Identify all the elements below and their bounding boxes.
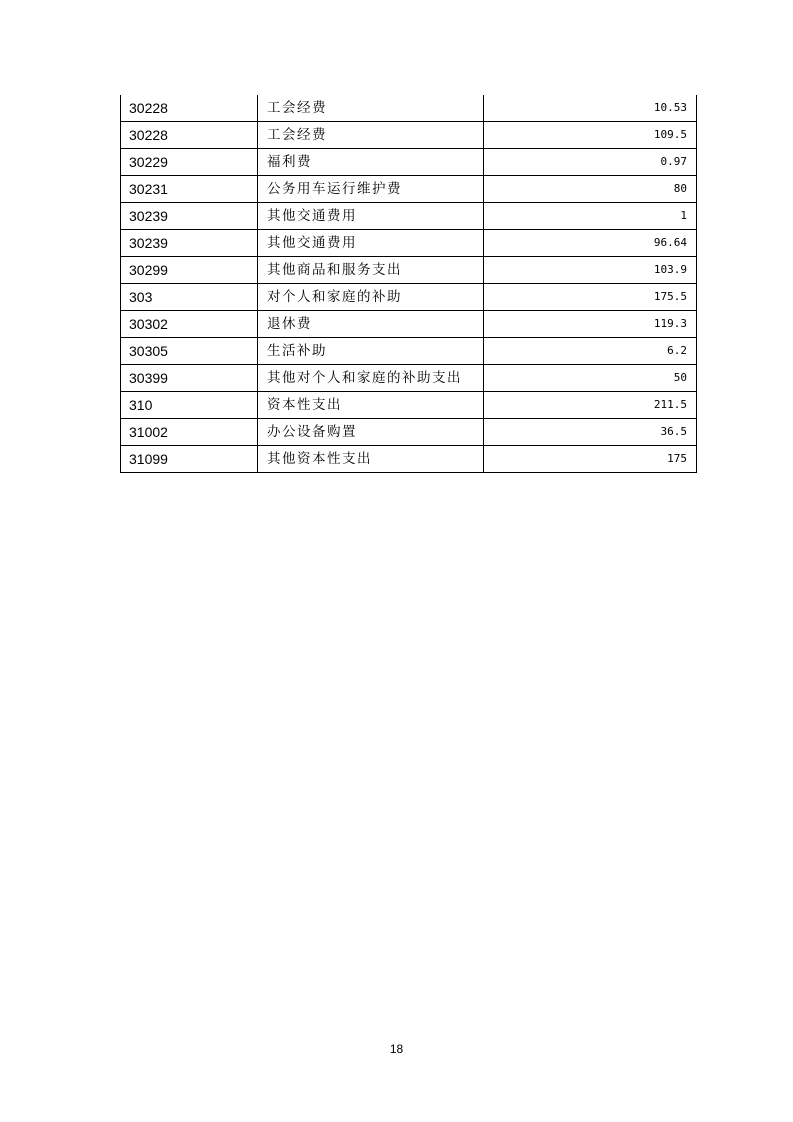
table-body (121, 95, 697, 473)
expense-name-cell: 工会经费 (258, 122, 484, 149)
amount-cell: 175 (484, 446, 697, 473)
budget-code-cell: 30228 (121, 122, 258, 149)
table-row (121, 311, 697, 338)
budget-code-cell: 31002 (121, 419, 258, 446)
table-row (121, 203, 697, 230)
expense-name-cell: 办公设备购置 (258, 419, 484, 446)
table-row (121, 230, 697, 257)
table-row (121, 95, 697, 122)
budget-code-cell: 303 (121, 284, 258, 311)
expense-name-cell: 其他交通费用 (258, 203, 484, 230)
page-number: 18 (389, 1042, 404, 1056)
amount-cell: 6.2 (484, 338, 697, 365)
expense-name-cell: 其他对个人和家庭的补助支出 (258, 365, 484, 392)
expense-name-cell: 其他商品和服务支出 (258, 257, 484, 284)
table-row (121, 149, 697, 176)
expense-name-cell: 对个人和家庭的补助 (258, 284, 484, 311)
budget-code-cell: 30305 (121, 338, 258, 365)
expense-name-cell: 其他资本性支出 (258, 446, 484, 473)
budget-code-cell: 30239 (121, 203, 258, 230)
budget-code-cell: 30299 (121, 257, 258, 284)
table-row (121, 122, 697, 149)
table-row (121, 176, 697, 203)
table-row (121, 338, 697, 365)
expense-name-cell: 福利费 (258, 149, 484, 176)
amount-cell: 50 (484, 365, 697, 392)
table-row (121, 257, 697, 284)
amount-cell: 10.53 (484, 95, 697, 122)
amount-cell: 36.5 (484, 419, 697, 446)
amount-cell: 80 (484, 176, 697, 203)
amount-cell: 109.5 (484, 122, 697, 149)
budget-code-cell: 30229 (121, 149, 258, 176)
table-row (121, 365, 697, 392)
amount-cell: 103.9 (484, 257, 697, 284)
expense-name-cell: 资本性支出 (258, 392, 484, 419)
budget-code-cell: 30239 (121, 230, 258, 257)
amount-cell: 0.97 (484, 149, 697, 176)
table-row (121, 284, 697, 311)
amount-cell: 1 (484, 203, 697, 230)
amount-cell: 96.64 (484, 230, 697, 257)
expense-name-cell: 退休费 (258, 311, 484, 338)
expense-name-cell: 其他交通费用 (258, 230, 484, 257)
budget-code-cell: 30302 (121, 311, 258, 338)
table-row (121, 419, 697, 446)
budget-code-cell: 310 (121, 392, 258, 419)
amount-cell: 119.3 (484, 311, 697, 338)
expense-name-cell: 生活补助 (258, 338, 484, 365)
amount-cell: 175.5 (484, 284, 697, 311)
budget-code-cell: 30228 (121, 95, 258, 122)
budget-table (120, 95, 697, 473)
table-row (121, 446, 697, 473)
budget-code-cell: 30399 (121, 365, 258, 392)
table-row (121, 392, 697, 419)
amount-cell: 211.5 (484, 392, 697, 419)
expense-name-cell: 工会经费 (258, 95, 484, 122)
budget-code-cell: 30231 (121, 176, 258, 203)
expense-name-cell: 公务用车运行维护费 (258, 176, 484, 203)
budget-code-cell: 31099 (121, 446, 258, 473)
